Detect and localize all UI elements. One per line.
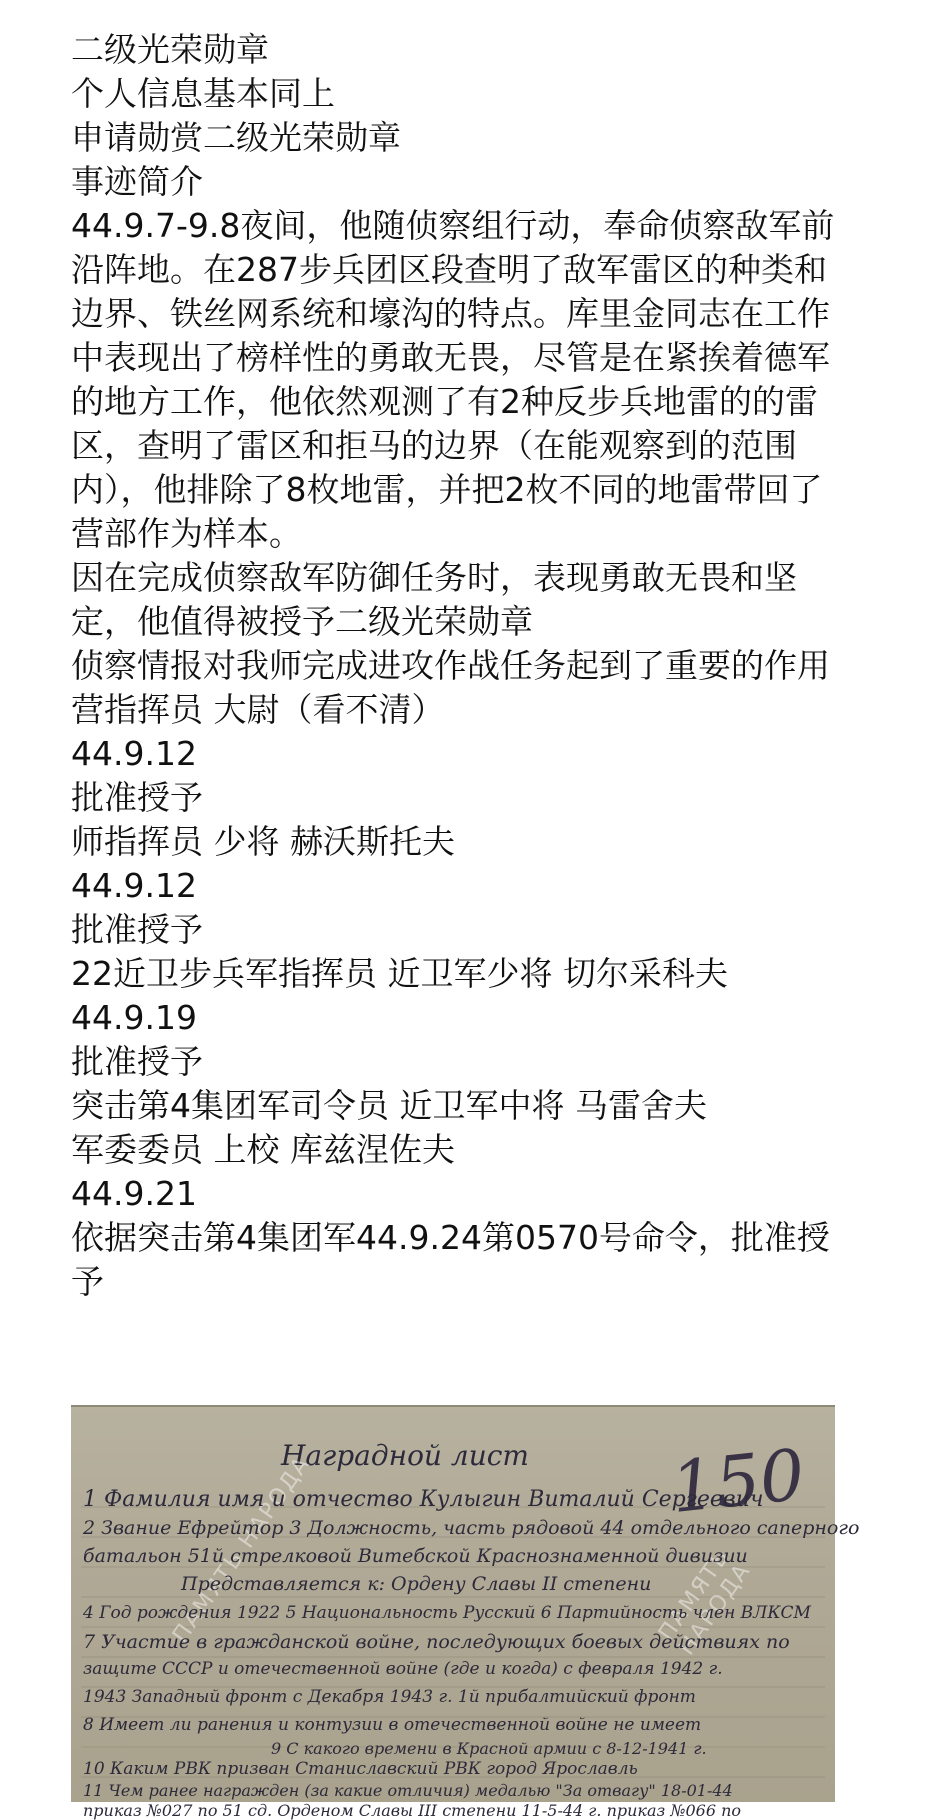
scan-line: 10 Каким РВК призван Станиславский РВК город Ярославль <box>83 1759 638 1779</box>
personal-info-note: 个人信息基本同上 <box>71 74 335 113</box>
approval-line: 营指挥员 大尉（看不清） <box>71 690 445 729</box>
scan-stamp-number: 150 <box>667 1433 809 1530</box>
scan-line: защите СССР и отечественной войне (где и когда) с февраля 1942 г. <box>83 1659 723 1679</box>
deeds-paragraph: 44.9.7-9.8夜间，他随侦察组行动，奉命侦察敌军前沿阵地。在287步兵团区段查明了敌军雷区的种类和边界、铁丝网系统和壕沟的特点。库里金同志在工作中表现出了榜样性的勇敢无畏，尽管是在紧挨着德军的地方工作，他依然观测了有2种反步兵地雷的的雷区，查明了雷区和拒马的边界（在能观察到的范围内），他排除了8枚地雷，并把2枚不同的地雷带回了营部作为样本。 <box>71 206 835 553</box>
scan-line: 9 С какого времени в Красной армии с 8-12-1941 г. <box>271 1739 707 1758</box>
award-request: 申请勋赏二级光荣勋章 <box>71 118 401 157</box>
approval-line: 批准授予 <box>71 778 203 817</box>
scan-line: 8 Имеет ли ранения и контузии в отечественной войне не имеет <box>83 1715 702 1735</box>
award-sheet-scan <box>71 1405 860 1820</box>
importance-paragraph: 侦察情报对我师完成进攻作战任务起到了重要的作用 <box>71 646 830 685</box>
approval-line: 批准授予 <box>71 910 203 949</box>
approval-line: 44.9.21 <box>71 1174 197 1213</box>
approval-line: 批准授予 <box>71 1042 203 1081</box>
scan-line: 1 Фамилия имя и отчество Кулыгин Виталий Сергеевич <box>83 1487 764 1512</box>
approval-line: 44.9.12 <box>71 866 197 905</box>
order-reference: 依据突击第4集团军44.9.24第0570号命令，批准授予 <box>71 1218 830 1301</box>
scan-line: Представляется к: Ордену Славы II степени <box>181 1573 652 1595</box>
scan-line: приказ №027 по 51 сд. Орденом Славы III степени 11-5-44 г. приказ №066 по <box>83 1801 742 1820</box>
scan-line: батальон 51й стрелковой Витебской Краснознаменной дивизии <box>83 1545 748 1567</box>
recommendation-paragraph: 因在完成侦察敌军防御任务时，表现勇敢无畏和坚定，他值得被授予二级光荣勋章 <box>71 558 797 641</box>
document-body <box>71 28 841 1304</box>
scan-watermark: ПАМЯТЬ НАРОДА <box>654 1544 757 1660</box>
approval-line: 师指挥员 少将 赫沃斯托夫 <box>71 822 455 861</box>
scan-line: 7 Участие в гражданской войне, последующих боевых действиях по <box>83 1631 790 1653</box>
scan-line: 4 Год рождения 1922 5 Национальность Русский 6 Партийность член ВЛКСМ <box>83 1603 811 1623</box>
approval-line: 22近卫步兵军指挥员 近卫军少将 切尔采科夫 <box>71 954 728 993</box>
scan-line: 11 Чем ранее награжден (за какие отличия) медалью "За отвагу" 18-01-44 <box>83 1781 733 1800</box>
award-title: 二级光荣勋章 <box>71 30 269 69</box>
scan-watermark: ПАМЯТЬ НАРОДА <box>168 1451 316 1648</box>
scan-title: Наградной лист <box>281 1439 529 1472</box>
scan-line: 1943 Западный фронт с Декабря 1943 г. 1й прибалтийский фронт <box>83 1687 696 1707</box>
approval-line: 44.9.12 <box>71 734 197 773</box>
approval-line: 突击第4集团军司令员 近卫军中将 马雷舍夫 <box>71 1086 707 1125</box>
deeds-heading: 事迹简介 <box>71 162 203 201</box>
scan-line: 2 Звание Ефрейтор 3 Должность, часть рядовой 44 отдельного саперного <box>83 1517 860 1539</box>
approval-line: 军委委员 上校 库兹涅佐夫 <box>71 1130 455 1169</box>
approval-line: 44.9.19 <box>71 998 197 1037</box>
